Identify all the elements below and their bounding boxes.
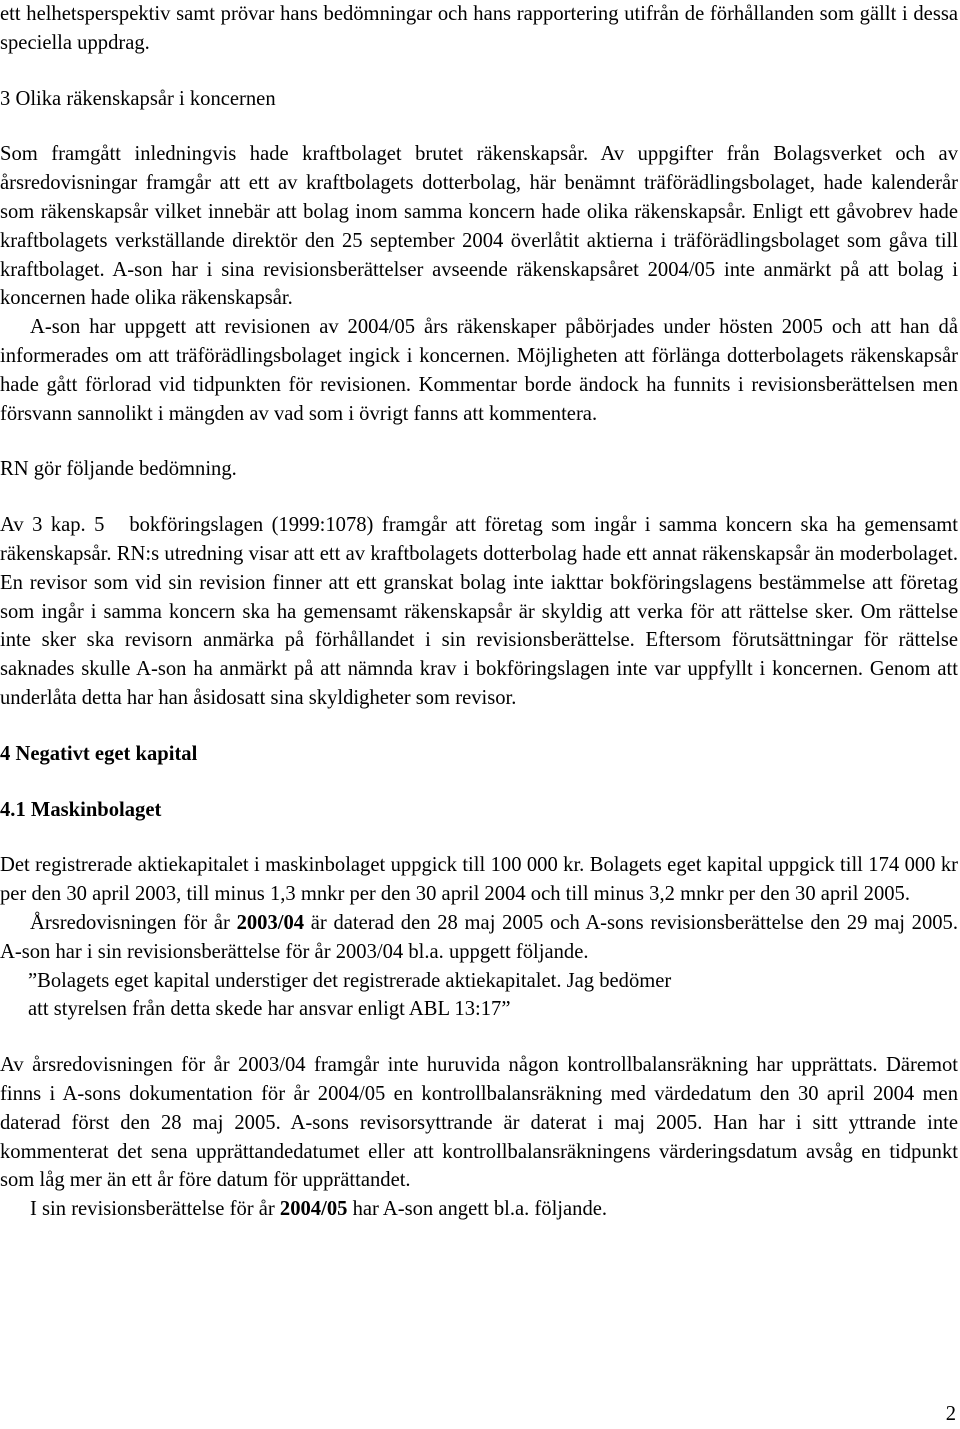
quote-line-2: att styrelsen från detta skede har ansvar enligt ABL 13:17” xyxy=(28,998,511,1021)
paragraph-5: Det registrerade aktiekapitalet i maskinbolaget uppgick till 100 000 kr. Bolagets eget kapital uppgick till 174 000 kr per den 30 april 2003, till minus 1,3 mnkr per den 30 april 2004 och till minus 3,2 mnkr per den 30 april 2005. xyxy=(0,854,958,906)
paragraph-4 xyxy=(0,511,958,713)
paragraph-3: RN gör följande bedömning. xyxy=(0,458,237,481)
quote-line-1: ”Bolagets eget kapital understiger det registrerade aktiekapitalet. Jag bedömer xyxy=(28,969,672,992)
paragraph-6-rest: är daterad den 28 maj 2005 och A-sons revisionsberättelse den 29 maj 2005. A-son har i sin revisionsberättelse för år 2003/04 bl.a. uppgett följande. xyxy=(0,911,958,963)
paragraph-8 xyxy=(0,1195,958,1224)
block-quote xyxy=(28,967,868,1025)
paragraph-6-start: Årsredovisningen för år xyxy=(30,911,237,934)
paragraph-4-rest: bokföringslagen (1999:1078) framgår att företag som ingår i samma koncern ska ha gemensamt räkenskapsår. RN:s utredning visar att ett av kraftbolagets dotterbolag hade ett annat räkenskapsår än moderbolaget. En revisor som vid sin revision finner att ett granskat bolag inte iakttar bokföringslagens bestämmelse att företag som ingår i samma koncern ska ha gemensamt räkenskapsår är skyldig att verka för att rättelse sker. Om rättelse inte sker ska revisorn anmärka på förhållandet i sin revisionsberättelse. Eftersom förutsättningar för rättelse saknades skulle A-son ha anmärkt på att nämnda krav i bokföringslagen inte var uppfyllt i koncernen. Genom att underlåta detta har han åsidosatt sina skyldigheter som revisor. xyxy=(0,514,959,709)
year-2003-04: 2003/04 xyxy=(236,911,305,934)
paragraph-intro: ett helhetsperspektiv samt prövar hans bedömningar och hans rapportering utifrån de förhållanden som gällt i dessa speciella uppdrag. xyxy=(0,3,958,54)
paragraph-7: Av årsredovisningen för år 2003/04 framgår inte huruvida någon kontrollbalansräkning har upprättats. Däremot finns i A-sons dokumentation för år 2004/05 en kontrollbalansräkning med värdedatum den 30 april 2004 men daterad först den 28 maj 2005. A-sons revisorsyttrande är daterat i maj 2005. Han har i sitt yttrande inte kommenterat det sena upprättandedatumet eller att kontrollbalansräkningens värderingsdatum avsåg en tidpunkt som låg mer än ett år före datum för upprättandet. xyxy=(0,1054,958,1192)
paragraph-1: Som framgått inledningvis hade kraftbolaget brutet räkenskapsår. Av uppgifter från Bolagsverket och av årsredovisningar framgår att ett av kraftbolagets dotterbolag, här benämnt träförädlingsbolaget, hade kalenderår som räkenskapsår vilket innebär att bolag inom samma koncern hade olika räkenskapsår. Enligt ett gåvobrev hade kraftbolagets verkställande direktör den 25 september 2004 överlåtit aktierna i träförädlingsbolaget som gåva till kraftbolaget. A-son har i sina revisionsberättelser avseende räkenskapsåret 2004/05 inte anmärkt på att bolag i koncernen hade olika räkenskapsår. xyxy=(0,143,958,310)
paragraph-8-start: I sin revisionsberättelse för år xyxy=(30,1198,280,1221)
paragraph-4-start: Av 3 kap. 5 xyxy=(0,514,105,537)
paragraph-6 xyxy=(0,909,958,967)
paragraph-8-rest: har A-son angett bl.a. följande. xyxy=(347,1198,608,1221)
year-2004-05: 2004/05 xyxy=(279,1198,348,1221)
heading-section-3: 3 Olika räkenskapsår i koncernen xyxy=(0,87,276,110)
heading-section-4-1: 4.1 Maskinbolaget xyxy=(0,798,162,821)
page-number: 2 xyxy=(945,1403,956,1425)
heading-section-4: 4 Negativt eget kapital xyxy=(0,742,198,765)
paragraph-2: A-son har uppgett att revisionen av 2004/05 års räkenskaper påbörjades under hösten 2005 och att han då informerades om att träförädlingsbolaget ingick i koncernen. Möjligheten att förlänga dotterbolagets räkenskapsår hade gått förlorad vid tidpunkten för revisionen. Kommentar borde ändock ha funnits i revisionsberättelsen men försvann sannolikt i mängden av vad som i övrigt fanns att kommentera. xyxy=(0,316,958,425)
